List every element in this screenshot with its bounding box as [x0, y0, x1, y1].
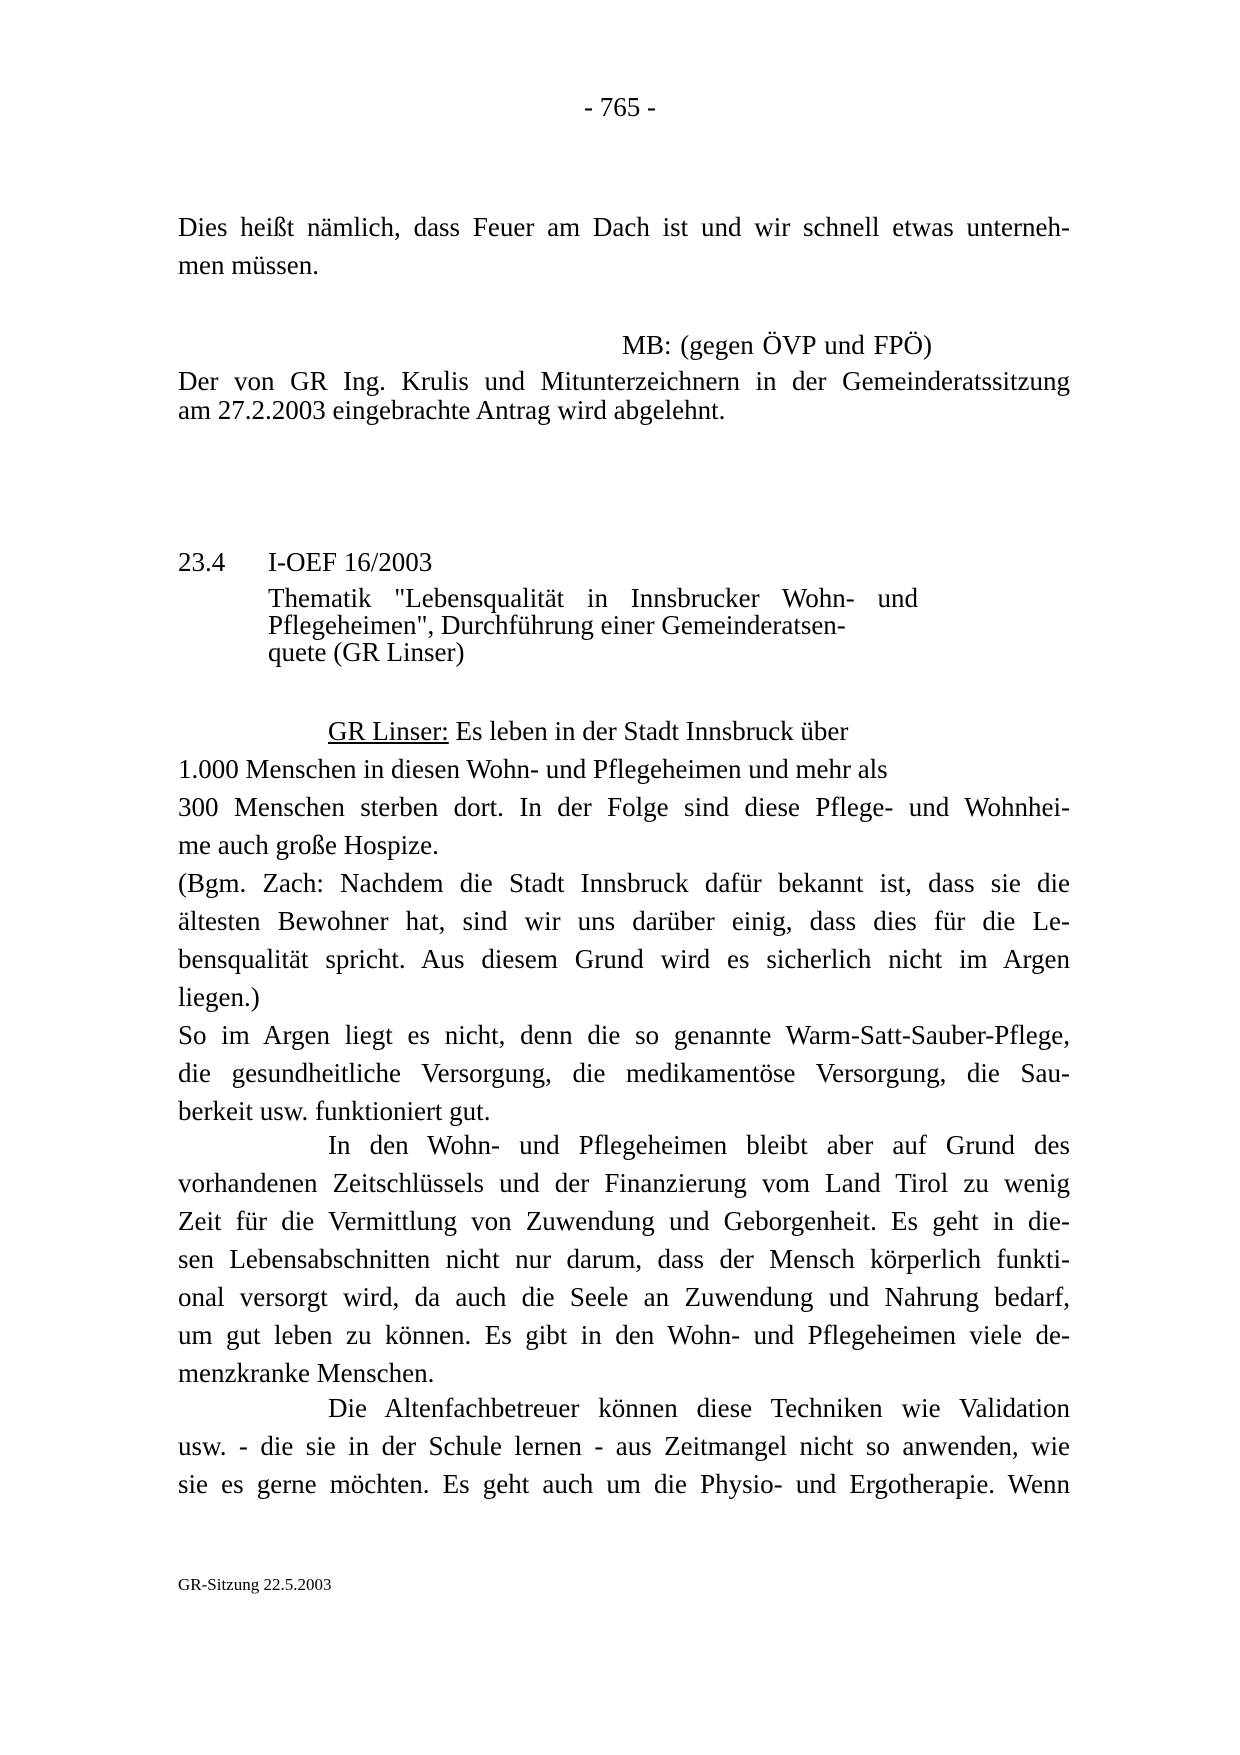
page-number: - 765 -	[584, 92, 656, 122]
speech-paragraph-3	[178, 1389, 1070, 1503]
text-line: bensqualität spricht. Aus diesem Grund wird es sicherlich nicht im Argen	[178, 944, 1070, 974]
text-line: usw. - die sie in der Schule lernen - aus Zeitmangel nicht so anwenden, wie	[178, 1431, 1070, 1461]
text-line: ältesten Bewohner hat, sind wir uns darüber einig, dass dies für die Le-	[178, 906, 1070, 936]
speech-first-text: Es leben in der Stadt Innsbruck über	[448, 716, 849, 746]
text-line: Dies heißt nämlich, dass Feuer am Dach ist und wir schnell etwas unterneh-	[178, 212, 1070, 242]
text-line: die gesundheitliche Versorgung, die medikamentöse Versorgung, die Sau-	[178, 1058, 1070, 1088]
text-line: 1.000 Menschen in diesen Wohn- und Pflegeheimen und mehr als	[178, 754, 888, 784]
text-line: (Bgm. Zach: Nachdem die Stadt Innsbruck dafür bekannt ist, dass sie die	[178, 868, 1070, 898]
speaker-name: GR Linser:	[328, 716, 449, 746]
text-line: um gut leben zu können. Es gibt in den Wohn- und Pflegeheimen viele de-	[178, 1320, 1070, 1350]
motion-reference: MB: (gegen ÖVP und FPÖ)	[622, 330, 933, 360]
text-line: sie es gerne möchten. Es geht auch um die Physio- und Ergotherapie. Wenn	[178, 1469, 1070, 1499]
agenda-item-code: I-OEF 16/2003	[268, 547, 433, 577]
speech-body	[178, 750, 1070, 1130]
text-line: In den Wohn- und Pflegeheimen bleibt aber auf Grund des	[328, 1130, 1070, 1160]
agenda-item-title	[268, 585, 918, 666]
text-line: am 27.2.2003 eingebrachte Antrag wird abgelehnt.	[178, 395, 726, 425]
text-line: So im Argen liegt es nicht, denn die so genannte Warm-Satt-Sauber-Pflege,	[178, 1020, 1070, 1050]
title-line: quete (GR Linser)	[268, 637, 465, 667]
motion-text	[178, 367, 1070, 425]
footer: GR-Sitzung 22.5.2003	[178, 1575, 332, 1594]
text-line: berkeit usw. funktioniert gut.	[178, 1096, 491, 1126]
text-line: sen Lebensabschnitten nicht nur darum, dass der Mensch körperlich funkti-	[178, 1244, 1070, 1274]
text-line: Zeit für die Vermittlung von Zuwendung und Geborgenheit. Es geht in die-	[178, 1206, 1070, 1236]
text-line: men müssen.	[178, 250, 319, 280]
speech-opening	[328, 712, 848, 750]
speech-paragraph-2	[178, 1126, 1070, 1392]
text-line: me auch große Hospize.	[178, 830, 439, 860]
title-line: Pflegeheimen", Durchführung einer Gemeinderatsen-	[268, 610, 846, 640]
text-line: vorhandenen Zeitschlüssels und der Finanzierung vom Land Tirol zu wenig	[178, 1168, 1070, 1198]
title-line: Thematik "Lebensqualität in Innsbrucker Wohn- und	[268, 583, 918, 613]
agenda-item-number: 23.4	[178, 547, 226, 577]
text-line: menzkranke Menschen.	[178, 1358, 435, 1388]
text-line: Die Altenfachbetreuer können diese Techniken wie Validation	[328, 1393, 1070, 1423]
intro-paragraph	[178, 208, 1070, 284]
text-line: liegen.)	[178, 982, 260, 1012]
text-line: onal versorgt wird, da auch die Seele an Zuwendung und Nahrung bedarf,	[178, 1282, 1070, 1312]
text-line: Der von GR Ing. Krulis und Mitunterzeichnern in der Gemeinderatssitzung	[178, 366, 1070, 396]
text-line: 300 Menschen sterben dort. In der Folge sind diese Pflege- und Wohnhei-	[178, 792, 1070, 822]
